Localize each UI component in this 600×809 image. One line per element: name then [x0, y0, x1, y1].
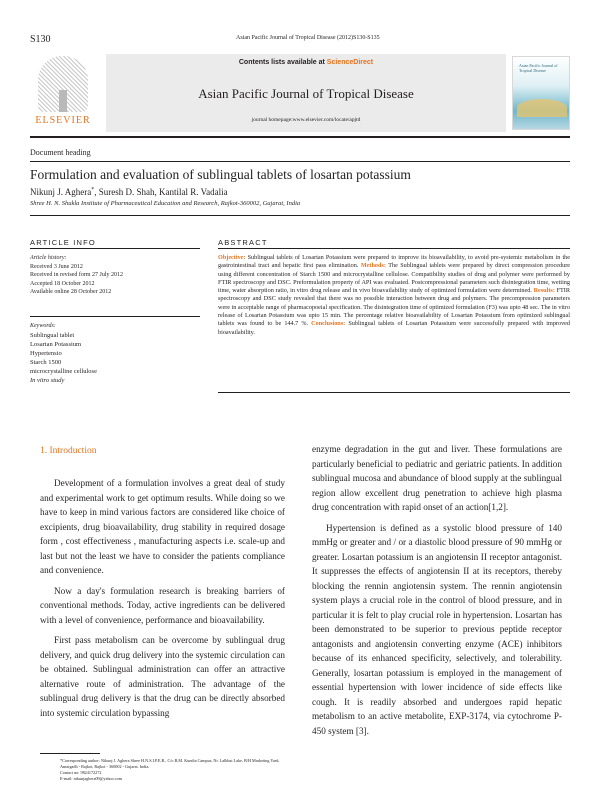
footnote-line: Contact no: 9824172272	[60, 770, 102, 775]
cover-title: Asian Pacific Journal of Tropical Disease	[519, 63, 558, 73]
history-item: Received 3 June 2012	[30, 263, 83, 270]
affiliation: Shree H. N. Shukla Institute of Pharmaceutical Education and Research, Rajkot-360002, Gujarat, India	[30, 200, 301, 207]
publisher-wordmark: ELSEVIER	[35, 115, 91, 126]
keyword-item: Losartan Potassium	[30, 341, 82, 348]
body-left-column	[40, 476, 285, 726]
banner-center	[106, 54, 506, 132]
author-list	[30, 187, 228, 197]
paragraph: enzyme degradation in the gut and liver. These formulations are particularly beneficial to pediatric and geriatric patients. In addition sublingual mucosa and abundance of blood supply at the sublingual region allow excellent drug penetration to achieve high plasma drug concentration with rapid onset of an action[1,2].	[312, 444, 562, 512]
article-info-rule	[30, 248, 200, 249]
article-title: Formulation and evaluation of sublingual tablets of losartan potassium	[30, 167, 411, 182]
paragraph: Development of a formulation involves a great deal of study and experimental work to get optimum results. While doing so we have to keep in mind various factors are considered like choice of excipients, drug bioavailability, drug stability in required dosage form , cost effectiveness , manufacturing aspects i.e. scale-up and last but not the least we have to consider the patients compliance and convenience.	[40, 478, 285, 575]
footnote-rule	[40, 753, 100, 754]
other-authors: , Suresh D. Shah, Kantilal R. Vadalia	[94, 187, 228, 197]
keyword-item: In vitro study	[30, 377, 65, 384]
history-item: Received in revised form 27 July 2012	[30, 272, 123, 278]
keywords-rule	[30, 316, 200, 317]
top-rule	[30, 136, 570, 138]
journal-banner	[30, 54, 570, 132]
title-rule	[30, 215, 570, 216]
keyword-item: microcrystalline cellulose	[30, 368, 97, 375]
tree-trunk	[59, 90, 67, 112]
results-text: FTIR spectroscopy and DSC study revealed that there was no possible interaction between drug and polymers. The precompression parameters were in acceptable range of pharmacopoeial specification. The disintegration time of optimized formulation (F3) was upto 48 sec. The in vitro release of Losartan Potassium was upto 15 min. The percentage relative bioavailability of Losartan Potassium from optimized sublingual tablets was found to be 144.7 %.	[218, 287, 571, 328]
article-info-heading: ARTICLE INFO	[30, 238, 96, 247]
keyword-item: Hypertensio	[30, 350, 62, 357]
keywords-label: Keywords:	[30, 323, 56, 329]
history-label: Article history:	[30, 255, 67, 261]
keywords	[30, 322, 200, 385]
paragraph: Hypertension is defined as a systolic blood pressure of 140 mmHg or greater and / or a diastolic blood pressure of 90 mmHg or greater. Losartan potassium is an angiotensin II receptor antagonist. It suppresses the effects of angiotensin II at its receptors, thereby blocking the rennin angiotensin system. The rennin angiotensin system plays a crucial role in the control of blood pressure, and in particular it is felt to play crucial role in hypertension. Losartan has been demonstrated to be superior to previous peptide receptor antagonists and angiotensin converting enzyme (ACE) inhibitors because of its enhanced specificity, selectively, and tolerability. Generally, losartan potassium is employed in the management of essential hypertension with lower incidence of side effects like cough. It is readily absorbed and undergoes rapid hepatic metabolism to an active metabolite, EXP-3174, via cytochrome P-450 system [3].	[312, 522, 562, 736]
history-item: Accepted 18 October 2012	[30, 280, 95, 287]
abstract-heading: ABSTRACT	[218, 238, 268, 247]
conclusions-text: Sublingual tablets of Losartan Potassium were successfully prepared with improved bioavailability.	[218, 320, 571, 336]
keyword-item: Sublingual tablet	[30, 332, 75, 339]
objective-text: Sublingual tablets of Losartan Potassium were prepared to improve its bioavailability, to avoid pre-systemic metabolism in the gastrointestinal tract and hepatic first pass elimination.	[218, 254, 570, 270]
journal-homepage-link[interactable]: journal homepage:www.elsevier.com/locate/apjtd	[251, 117, 361, 123]
page-number: S130	[30, 34, 51, 45]
footnote-line: *Corresponding author: Nikunj J. Aghera Shree H.N.S.I.P.E.R., C/o B.M. Kundia Campus, Nr. Lalbhai Lake, B/H Marketing Yard, Amargadh - Rajkot, Rajkot - 360002 - Gujarat. India.	[60, 758, 280, 769]
abstract-text	[218, 254, 570, 337]
keyword-item: Starch 1500	[30, 359, 62, 366]
heading-rule	[30, 161, 570, 162]
contents-prefix: Contents lists available at	[238, 59, 327, 66]
footnote	[60, 758, 285, 782]
journal-cover-image	[512, 56, 570, 130]
methods-text: The Sublingual tablets were prepared by direct compression procedure using different concentration of Starch 1500 and microcrystalline cellulose. Compatibility studies of drug and polymer were performed by FTIR spectroscopy and DSC. Preformulation property of API was evaluated. Postcompressional parameters such disintegration time, wetting time, water absorption ratio, in vitro drug release and in vivo bioavailability study of optimized formulation were determined.	[218, 262, 571, 295]
paragraph: First pass metabolism can be overcome by sublingual drug delivery, and quick drug delivery into the systemic circulation can be obtained. Sublingual administration can offer an attractive alternative route of administration. The advantage of the sublingual drug delivery is that the drug can be directly absorbed into systemic circulation bypassing	[40, 635, 285, 718]
cover-graphic	[517, 99, 567, 117]
history-item: Available online 28 October 2012	[30, 289, 112, 295]
objective-label: Objective:	[218, 254, 246, 261]
results-label: Results:	[533, 287, 555, 295]
first-author: Nikunj J. Aghera	[30, 187, 92, 197]
publisher-logo	[32, 56, 94, 128]
corresponding-mark: *	[91, 187, 95, 193]
body-right-column	[312, 442, 562, 744]
contents-available-line	[106, 59, 506, 66]
footnote-line: E-mail: nikunjaghera09@yahoo.com	[60, 776, 122, 781]
article-history	[30, 254, 200, 297]
methods-label: Methods:	[360, 262, 386, 270]
abstract-bottom-rule	[218, 392, 570, 393]
running-head: Asian Pacific Journal of Tropical Disease (2012)S130-S135	[236, 35, 380, 41]
conclusions-label: Conclusions:	[311, 320, 346, 328]
sciencedirect-link[interactable]: ScienceDirect	[326, 59, 374, 66]
section-title: 1. Introduction	[40, 446, 97, 456]
document-heading: Document heading	[30, 148, 91, 157]
journal-name: Asian Pacific Journal of Tropical Disease	[198, 86, 414, 101]
paragraph: Now a day's formulation research is breaking barriers of conventional methods. Today, active ingredients can be delivered with a level of convenience, performance and bioavailability.	[40, 585, 285, 625]
abstract-rule	[218, 248, 570, 249]
